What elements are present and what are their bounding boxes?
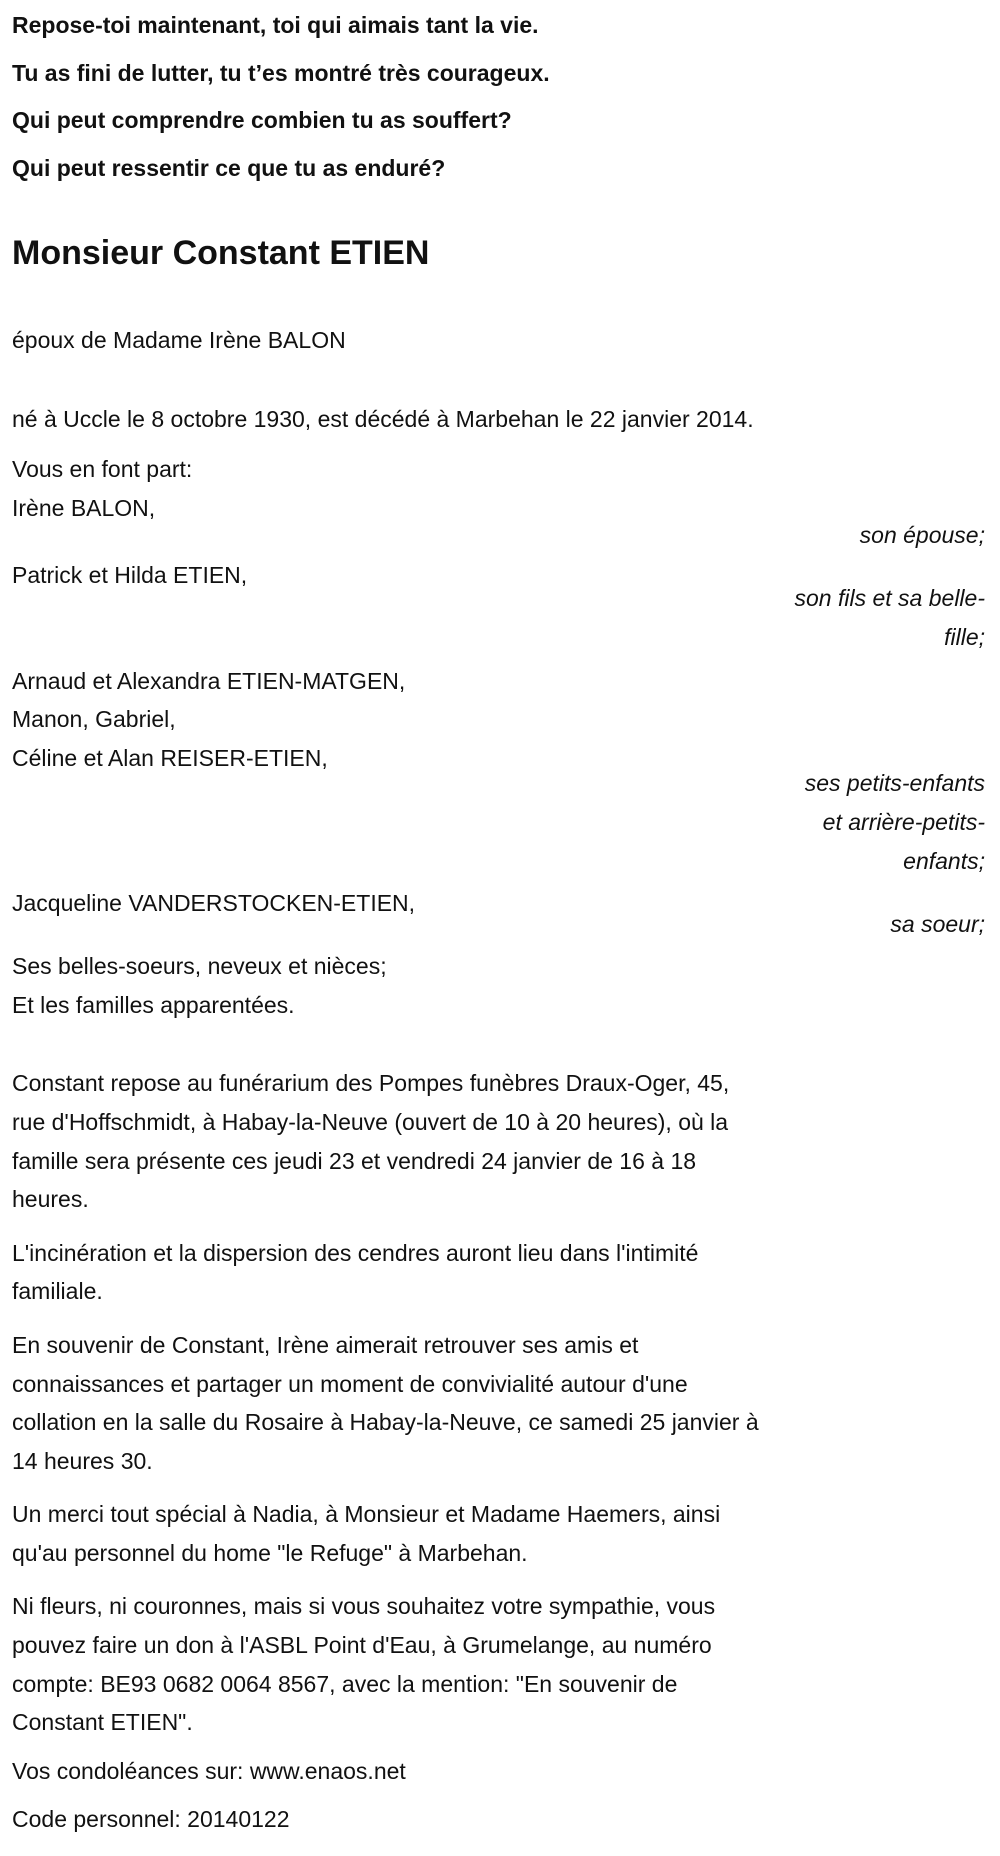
gathering-paragraph [12,1326,985,1480]
verse-line: Tu as fini de lutter, tu t’es montré très courageux. [12,59,550,86]
text-line: qu'au personnel du home "le Refuge" à Marbehan. [12,1539,528,1566]
condolences-line: Vos condoléances sur: www.enaos.net [12,1757,406,1784]
other-relatives-line: Ses belles-soeurs, neveux et nièces; [12,953,387,980]
text-line: Constant repose au funérarium des Pompes funèbres Draux-Oger, 45, [12,1070,730,1097]
text-line: famille sera présente ces jeudi 23 et vendredi 24 janvier de 16 à 18 [12,1147,697,1174]
text-line: Constant ETIEN". [12,1709,193,1736]
text-line: connaissances et partager un moment de convivialité autour d'une [12,1370,688,1397]
text-line: En souvenir de Constant, Irène aimerait retrouver ses amis et [12,1331,639,1358]
family-relation [12,516,985,555]
text-line: heures. [12,1186,89,1213]
verse [12,2,985,193]
family-relation [12,764,985,881]
verse-line: Qui peut comprendre combien tu as souffert? [12,107,512,134]
funerarium-paragraph [12,1064,985,1218]
relation-line: fille; [944,623,985,650]
text-line: compte: BE93 0682 0064 8567, avec la mention: "En souvenir de [12,1670,678,1697]
other-relatives-line: Et les familles apparentées. [12,991,295,1018]
text-line: Ni fleurs, ni couronnes, mais si vous souhaitez votre sympathie, vous [12,1593,716,1620]
verse-line: Repose-toi maintenant, toi qui aimais tant la vie. [12,12,539,38]
relation-line: ses petits-enfants [804,769,985,796]
cremation-paragraph [12,1234,985,1311]
relation-line: sa soeur; [890,911,985,938]
spouse-line: époux de Madame Irène BALON [12,326,346,353]
thanks-paragraph [12,1495,985,1572]
other-relatives [12,947,985,1024]
family-name: Irène BALON, [12,494,156,521]
text-line: 14 heures 30. [12,1447,153,1474]
personal-code: Code personnel: 20140122 [12,1806,290,1833]
text-line: Un merci tout spécial à Nadia, à Monsieur et Madame Haemers, ainsi [12,1501,721,1528]
text-line: collation en la salle du Rosaire à Habay-la-Neuve, ce samedi 25 janvier à [12,1409,759,1436]
text-line: pouvez faire un don à l'ASBL Point d'Eau, à Grumelange, au numéro [12,1632,712,1659]
family-name: Manon, Gabriel, [12,706,176,733]
text-line: L'incinération et la dispersion des cendres auront lieu dans l'intimité [12,1239,699,1266]
donation-paragraph [12,1587,985,1741]
family-name: Patrick et Hilda ETIEN, [12,562,248,589]
family-names [12,662,985,778]
family-name: Jacqueline VANDERSTOCKEN-ETIEN, [12,889,416,916]
verse-line: Qui peut ressentir ce que tu as enduré? [12,155,446,182]
deceased-name: Monsieur Constant ETIEN [12,233,430,272]
relation-line: et arrière-petits- [822,808,985,835]
family-name: Arnaud et Alexandra ETIEN-MATGEN, [12,667,406,694]
relation-line: son fils et sa belle- [794,584,985,611]
relation-line: son épouse; [859,522,985,549]
relation-line: enfants; [903,847,985,874]
text-line: rue d'Hoffschmidt, à Habay-la-Neuve (ouvert de 10 à 20 heures), où la [12,1108,729,1135]
family-name: Céline et Alan REISER-ETIEN, [12,744,328,771]
birth-death-line: né à Uccle le 8 octobre 1930, est décédé à Marbehan le 22 janvier 2014. [12,406,754,433]
text-line: familiale. [12,1278,103,1305]
announce-intro: Vous en font part: [12,456,193,482]
